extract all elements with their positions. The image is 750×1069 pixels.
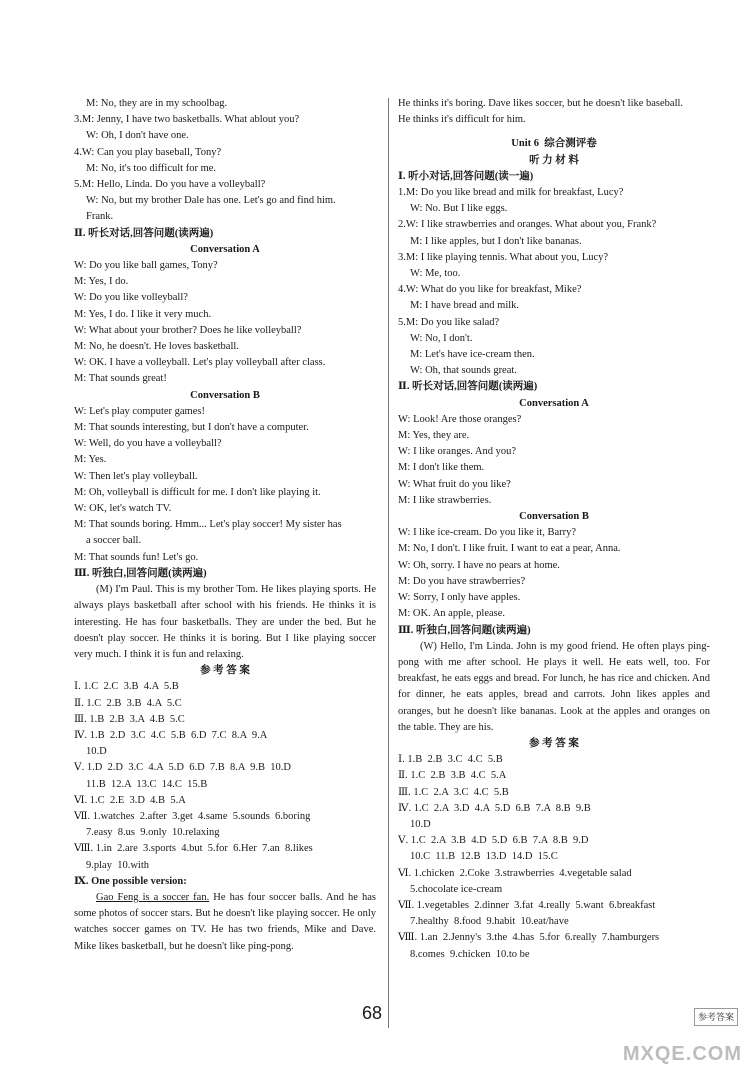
text-line: 11.B 12.A 13.C 14.C 15.B	[86, 778, 208, 790]
left-column	[74, 96, 376, 955]
text-line: He thinks it's difficult for him.	[398, 114, 526, 126]
heading: Conversation B	[519, 511, 589, 523]
text-line: 5.chocolate ice-cream	[410, 883, 503, 895]
text-line: W: I like ice-cream. Do you like it, Barry?	[398, 527, 577, 539]
text-line: Ⅰ. 1.C 2.C 3.B 4.A 5.B	[74, 681, 179, 693]
text-line: Ⅱ. 1.C 2.B 3.B 4.A 5.C	[74, 697, 182, 709]
text-line: M: Let's have ice-cream then.	[410, 349, 535, 361]
text-line: W: Oh, I don't have one.	[86, 130, 189, 142]
text-line: W: Sorry, I only have apples.	[398, 592, 521, 604]
column-divider	[388, 98, 389, 1028]
text-line: W: What fruit do you like?	[398, 478, 511, 490]
spacer	[398, 128, 710, 136]
text-line: W: I like oranges. And you?	[398, 446, 516, 458]
text-line: M: I don't like them.	[398, 462, 485, 474]
text-line: M: No, he doesn't. He loves basketball.	[74, 341, 239, 353]
text-line: W: Let's play computer games!	[74, 405, 205, 417]
text-line: W: No. But I like eggs.	[410, 203, 508, 215]
text-line: He thinks it's boring. Dave likes soccer, but he doesn't like baseball.	[398, 98, 684, 109]
text-line: Ⅷ. 1.an 2.Jenny's 3.the 4.has 5.for 6.really 7.hamburgers	[398, 932, 660, 944]
text-line: 5.M: Do you like salad?	[398, 316, 500, 328]
text-line: W: Oh, that sounds great.	[410, 365, 517, 377]
text-line: M: OK. An apple, please.	[398, 608, 506, 620]
text-line: Ⅵ. 1.chicken 2.Coke 3.strawberries 4.vegetable salad	[398, 867, 632, 879]
text-line: Ⅰ. 1.B 2.B 3.C 4.C 5.B	[398, 754, 503, 766]
text-line: Ⅸ. One possible version:	[74, 875, 187, 887]
text-line: 4.W: Can you play baseball, Tony?	[74, 146, 222, 158]
text-line: Ⅱ. 1.C 2.B 3.B 4.C 5.A	[398, 770, 507, 782]
text-line: W: Me, too.	[410, 268, 461, 280]
text-line: Ⅶ. 1.vegetables 2.dinner 3.fat 4.really 5.want 6.breakfast	[398, 899, 656, 911]
text-line: Ⅰ. 听小对话,回答问题(读一遍)	[398, 170, 534, 182]
heading: Conversation A	[519, 397, 589, 409]
text-line: W: Then let's play volleyball.	[74, 470, 198, 482]
text-line: Ⅲ. 听独白,回答问题(读两遍)	[398, 624, 531, 636]
text-line: W: Do you like ball games, Tony?	[74, 260, 218, 272]
heading: 参 考 答 案	[529, 737, 579, 749]
text-line: Ⅲ. 听独白,回答问题(读两遍)	[74, 567, 207, 579]
watermark-logo	[602, 1002, 742, 1064]
paragraph-rest: He has four soccer balls. And he has some photos of soccer stars. But he doesn't like playing soccer. He only watches soccer games on TV. He has two friends, Mike and Dave. Mike likes basketball, but he doesn't like ping-pong.	[74, 891, 376, 952]
text-line: M: No, I don't. I like fruit. I want to eat a pear, Anna.	[398, 543, 621, 555]
text-line: 1.M: Do you like bread and milk for breakfast, Lucy?	[398, 187, 624, 199]
paragraph	[74, 890, 376, 955]
text-line: W: Oh, sorry. I have no pears at home.	[398, 559, 560, 571]
text-line: Ⅳ. 1.C 2.A 3.D 4.A 5.D 6.B 7.A 8.B 9.B	[398, 802, 591, 814]
text-line: M: Oh, volleyball is difficult for me. I don't like playing it.	[74, 486, 321, 498]
text-line: Frank.	[86, 211, 114, 223]
paragraph: (M) I'm Paul. This is my brother Tom. He likes playing sports. He always plays basketball after school with his friends. He thinks it is interesting. He has four basketballs. They are under the bed. But he doesn't play soccer. He thinks it is boring. But I like playing soccer very much. I think it is fun and relaxing.	[74, 584, 376, 660]
text-line: M: Yes, I do. I like it very much.	[74, 308, 212, 320]
heading: 参 考 答 案	[200, 665, 250, 677]
text-line: 10.D	[410, 818, 431, 830]
text-line: Ⅳ. 1.B 2.D 3.C 4.C 5.B 6.D 7.C 8.A 9.A	[74, 729, 268, 741]
text-line: 9.play 10.with	[86, 859, 149, 871]
text-line: W: Do you like volleyball?	[74, 292, 188, 304]
text-line: M: No, it's too difficult for me.	[86, 162, 217, 174]
text-line: M: That sounds boring. Hmm... Let's play soccer! My sister has	[74, 519, 342, 531]
text-line: Ⅷ. 1.in 2.are 3.sports 4.but 5.for 6.Her 7.an 8.likes	[74, 843, 313, 855]
text-line: Ⅴ. 1.D 2.D 3.C 4.A 5.D 6.D 7.B 8.A 9.B 10.D	[74, 762, 292, 774]
watermark-stamp: 参考答案	[694, 1008, 738, 1026]
underlined-topic-sentence: Gao Feng is a soccer fan.	[96, 891, 210, 903]
paragraph: (W) Hello, I'm Linda. John is my good friend. He often plays ping-pong with me after school. He plays it well. He eats well, too. For breakfast, he eats eggs and bread. For lunch, he has rice and chicken. And for dinner, he eats apples, bread and carrots. John likes apples and oranges, but he doesn't like bananas. Look at the apples and oranges on the table. They are his.	[398, 640, 710, 733]
right-column	[398, 96, 710, 963]
text-line: M: Yes, I do.	[74, 276, 129, 288]
text-line: W: Look! Are those oranges?	[398, 413, 522, 425]
text-line: W: OK, let's watch TV.	[74, 503, 172, 515]
text-line: 5.M: Hello, Linda. Do you have a volleyball?	[74, 179, 266, 191]
text-line: M: I have bread and milk.	[410, 300, 520, 312]
text-line: a soccer ball.	[86, 535, 142, 547]
text-line: Ⅴ. 1.C 2.A 3.B 4.D 5.D 6.B 7.A 8.B 9.D	[398, 835, 589, 847]
text-line: W: What about your brother? Does he like volleyball?	[74, 324, 302, 336]
text-line: 4.W: What do you like for breakfast, Mike?	[398, 284, 582, 296]
watermark-site: MXQE.COM	[622, 1042, 742, 1065]
heading: Conversation A	[190, 243, 260, 255]
text-line: Ⅱ. 听长对话,回答问题(读两遍)	[398, 381, 538, 393]
text-line: Ⅱ. 听长对话,回答问题(读两遍)	[74, 227, 214, 239]
text-line: W: Well, do you have a volleyball?	[74, 438, 222, 450]
text-line: 8.comes 9.chicken 10.to be	[410, 948, 530, 960]
page-number: 68	[362, 1003, 383, 1023]
heading: Unit 6 综合测评卷	[511, 138, 597, 150]
text-line: Ⅵ. 1.C 2.E 3.D 4.B 5.A	[74, 794, 186, 806]
text-line: W: No, I don't.	[410, 332, 473, 344]
text-line: 7.easy 8.us 9.only 10.relaxing	[86, 827, 220, 839]
text-line: M: Yes.	[74, 454, 107, 466]
heading: 听 力 材 料	[529, 154, 579, 166]
text-line: Ⅲ. 1.B 2.B 3.A 4.B 5.C	[74, 713, 185, 725]
text-line: Ⅶ. 1.watches 2.after 3.get 4.same 5.sounds 6.boring	[74, 810, 311, 822]
text-line: W: OK. I have a volleyball. Let's play volleyball after class.	[74, 357, 326, 369]
text-line: 7.healthy 8.food 9.habit 10.eat/have	[410, 916, 569, 928]
text-line: W: No, but my brother Dale has one. Let's go and find him.	[86, 195, 336, 207]
text-line: 10.C 11.B 12.B 13.D 14.D 15.C	[410, 851, 558, 863]
text-line: 10.D	[86, 746, 107, 758]
heading: Conversation B	[190, 389, 260, 401]
text-line: M: That sounds fun! Let's go.	[74, 551, 199, 563]
text-line: M: I like apples, but I don't like bananas.	[410, 235, 582, 247]
text-line: M: No, they are in my schoolbag.	[86, 98, 228, 109]
text-line: M: That sounds great!	[74, 373, 167, 385]
text-line: M: Yes, they are.	[398, 430, 470, 442]
text-line: 3.M: I like playing tennis. What about you, Lucy?	[398, 251, 609, 263]
text-line: 2.W: I like strawberries and oranges. What about you, Frank?	[398, 219, 657, 231]
text-line: Ⅲ. 1.C 2.A 3.C 4.C 5.B	[398, 786, 509, 798]
text-line: M: I like strawberries.	[398, 494, 492, 506]
text-line: M: Do you have strawberries?	[398, 575, 526, 587]
text-line: M: That sounds interesting, but I don't have a computer.	[74, 422, 309, 434]
text-line: 3.M: Jenny, I have two basketballs. What ablout you?	[74, 114, 300, 126]
